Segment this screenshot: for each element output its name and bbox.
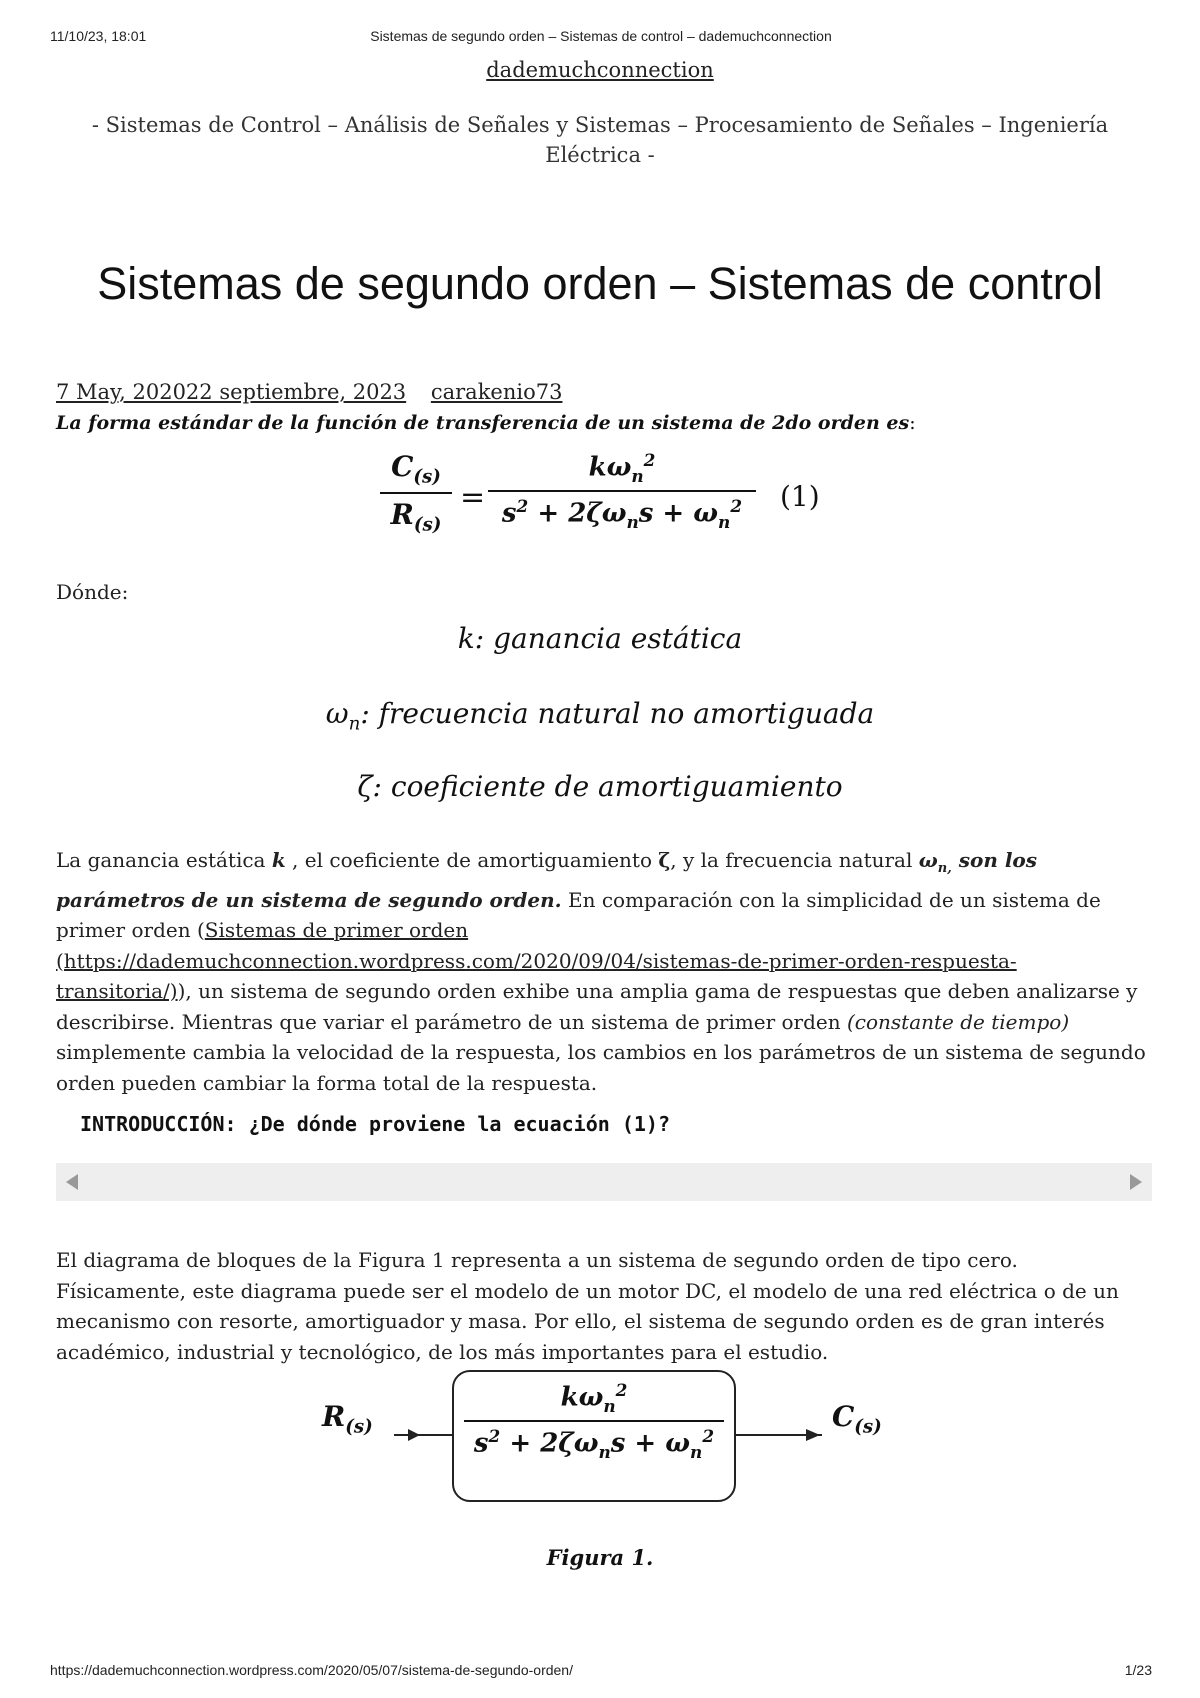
scroll-right-icon[interactable] bbox=[1130, 1174, 1142, 1190]
post-author-link[interactable]: carakenio73 bbox=[430, 380, 563, 404]
paragraph-1-italic: (constante de tiempo) bbox=[846, 1009, 1070, 1034]
output-arrow-head-icon bbox=[806, 1429, 820, 1441]
standard-form-intro bbox=[56, 412, 916, 434]
block-diagram-input: $R_{(s)}$ bbox=[322, 1400, 373, 1438]
definition-zeta: ζ: coeficiente de amortiguamiento bbox=[357, 770, 843, 803]
post-date-link[interactable]: 7 May, 202022 septiembre, 2023 bbox=[56, 380, 407, 404]
print-page-number: 1/23 bbox=[1124, 1662, 1152, 1678]
equation-1-rhs: $k\omega_n^2$ $s^2 + 2\zeta\omega_ns + \omega_n^2$ bbox=[488, 450, 756, 532]
definition-k: k: ganancia estática bbox=[457, 622, 743, 655]
paragraph-1-part-2: , el coeficiente de amortiguamiento bbox=[285, 848, 659, 872]
equation-1-number: (1) bbox=[780, 480, 820, 513]
first-order-systems-link[interactable]: Sistemas de primer orden (https://dademuchconnection.wordpress.com/2020/09/04/sistemas-de-primer-orden-respuesta-transitoria/) bbox=[56, 918, 1017, 1003]
horizontal-scrollbar[interactable] bbox=[56, 1163, 1152, 1201]
print-footer bbox=[50, 1662, 1152, 1682]
equation-1 bbox=[380, 450, 840, 550]
donde-label: Dónde: bbox=[56, 580, 129, 604]
equation-1-equals: = bbox=[460, 480, 486, 515]
post-meta bbox=[56, 380, 562, 404]
paragraph-1-part-1: La ganancia estática bbox=[56, 848, 272, 872]
site-title-link[interactable]: dademuchconnection bbox=[486, 58, 714, 82]
site-tagline: - Sistemas de Control – Análisis de Señales y Sistemas – Procesamiento de Señales – Ingeniería Eléctrica - bbox=[91, 113, 1109, 167]
post-title: Sistemas de segundo orden – Sistemas de control bbox=[97, 258, 1103, 309]
definition-k-text: ganancia estática bbox=[493, 622, 743, 655]
paragraph-1-part-5: En comparación con la simplicidad de un sistema de primer orden ( bbox=[56, 887, 1101, 942]
block-transfer-function: $k\omega_n^2$ $s^2 + 2\zeta\omega_ns + \omega_n^2$ bbox=[464, 1380, 724, 1462]
print-url: https://dademuchconnection.wordpress.com/2020/05/07/sistema-de-segundo-orden/ bbox=[50, 1662, 573, 1678]
standard-form-colon: : bbox=[909, 412, 916, 434]
input-arrow-head-icon bbox=[408, 1429, 420, 1441]
print-datetime: 11/10/23, 18:01 bbox=[50, 28, 147, 44]
paragraph-parameters: La ganancia estática k , el coeficiente de amortiguamiento ζ, y la frecuencia natural $\omega_{n,}$ son los parámetros de un sistema de segundo orden. En comparación con la simplicidad de un sistema de primer orden (Sistemas de primer orden (https://dademuchconnection.wordpress.com/2020/09/04/sistemas-de-primer-orden-respuesta-transitoria/)), un sistema de segundo orden exhibe una amplia gama de respuestas que deben analizarse y describirse. Mientras que variar el parámetro de un sistema de primer orden (constante de tiempo) simplemente cambia la velocidad de la respuesta, los cambios en los parámetros de un sistema de segundo orden pueden cambiar la forma total de la respuesta. bbox=[56, 848, 1146, 1095]
print-header bbox=[50, 28, 1152, 48]
paragraph-block-diagram: El diagrama de bloques de la Figura 1 representa a un sistema de segundo orden de tipo cero. Físicamente, este diagrama puede ser el modelo de un motor DC, el modelo de una red eléctrica o de un mecanismo con resorte, amortiguador y masa. Por ello, el sistema de segundo orden es de gran interés académico, industrial y tecnológico, de los más importantes para el estudio. bbox=[56, 1248, 1119, 1364]
definition-wn-text: frecuencia natural no amortiguada bbox=[378, 697, 875, 730]
intro-code-heading: INTRODUCCIÓN: ¿De dónde proviene la ecuación (1)? bbox=[80, 1112, 671, 1136]
paragraph-1-part-8: simplemente cambia la velocidad de la respuesta, los cambios en los parámetros de un sistema de segundo orden pueden cambiar la forma total de la respuesta. bbox=[56, 1040, 1146, 1095]
standard-form-text: La forma estándar de la función de transferencia de un sistema de 2do orden es bbox=[56, 412, 910, 434]
equation-1-lhs: $C_{(s)}$ $R_{(s)}$ bbox=[380, 450, 452, 535]
figure-1-caption: Figura 1. bbox=[546, 1545, 654, 1570]
print-page-title: Sistemas de segundo orden – Sistemas de control – dademuchconnection bbox=[370, 28, 832, 44]
paragraph-1-part-3: , y la frecuencia natural bbox=[670, 848, 919, 872]
definition-zeta-text: coeficiente de amortiguamiento bbox=[390, 770, 843, 803]
block-diagram-figure bbox=[310, 1370, 910, 1510]
block-diagram-output: $C_{(s)}$ bbox=[832, 1400, 882, 1438]
transfer-function-block bbox=[452, 1370, 736, 1502]
scroll-left-icon[interactable] bbox=[66, 1174, 78, 1190]
definition-wn: $\omega_n$: frecuencia natural no amortiguada bbox=[325, 697, 875, 735]
paragraph-1-part-6: ), un sistema de segundo orden exhibe una amplia gama de respuestas que deben analizarse y describirse. Mientras que variar el parámetro de un sistema de primer orden bbox=[56, 979, 1138, 1034]
paragraph-1-bold: son los parámetros de un sistema de segundo orden. bbox=[56, 848, 1038, 912]
